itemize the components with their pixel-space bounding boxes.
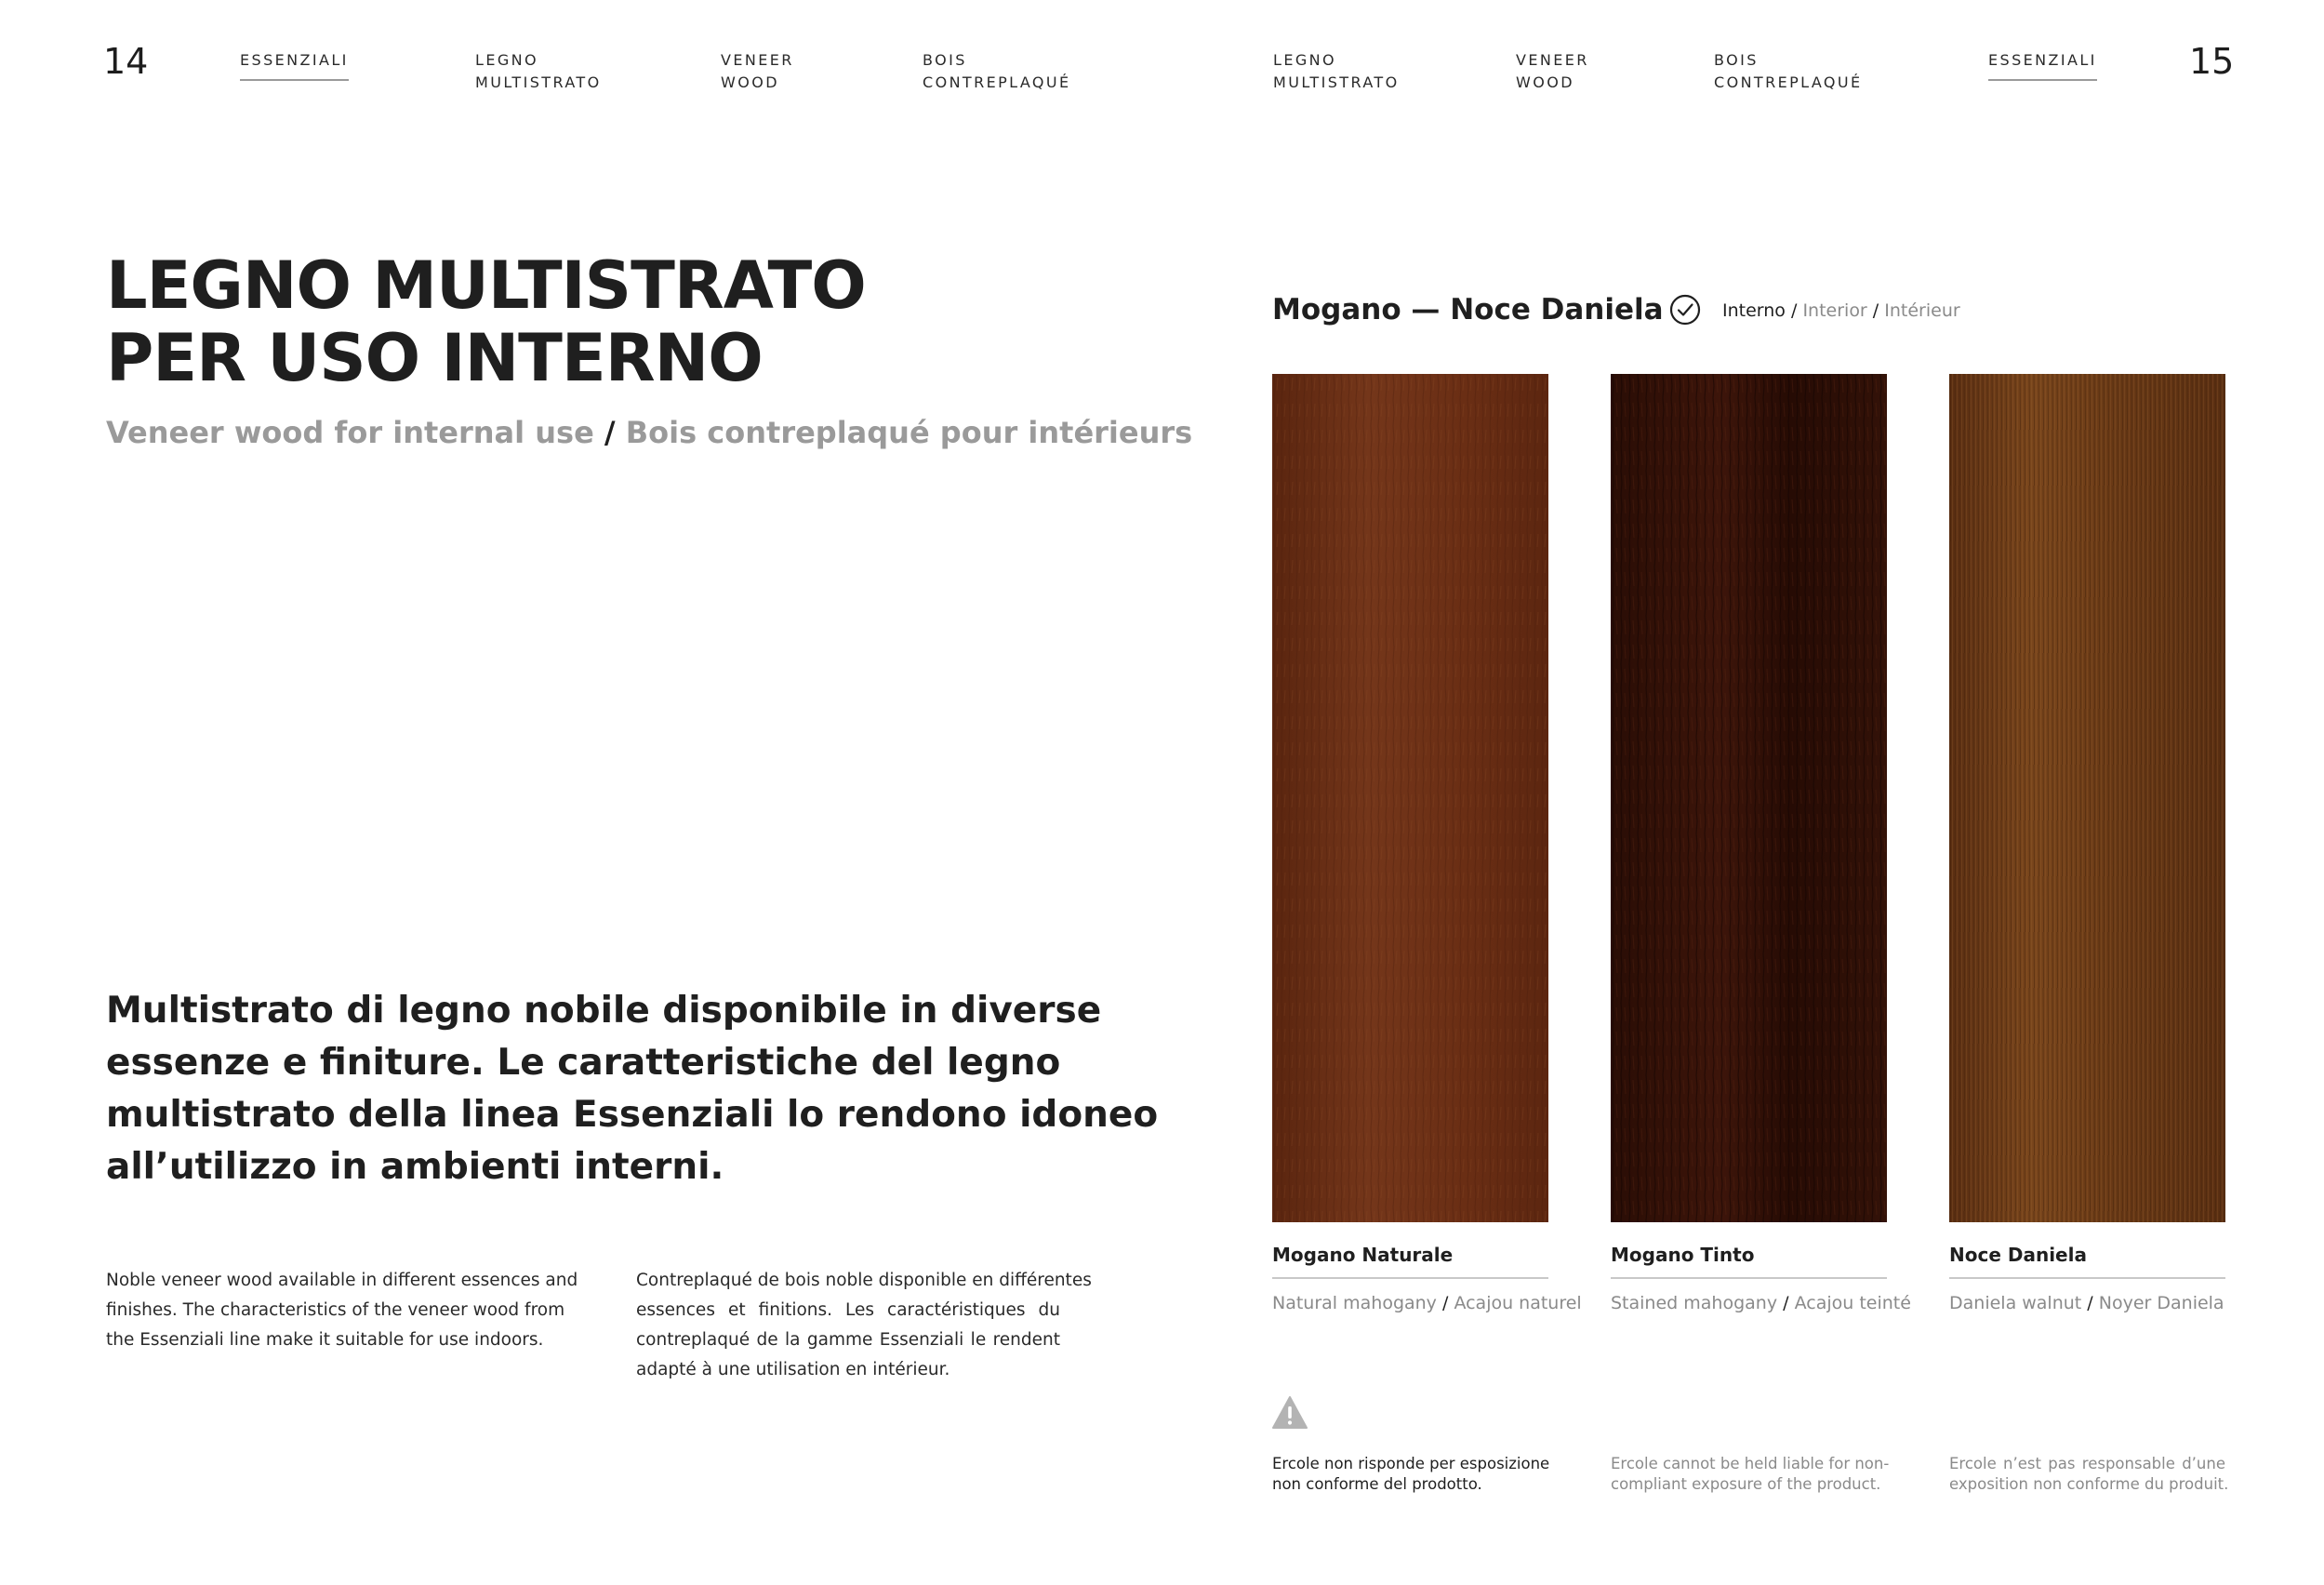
usage-en: Interior — [1802, 300, 1867, 321]
nav-label: VENEER — [721, 51, 794, 69]
swatch-noce-daniela — [1949, 374, 2225, 1222]
nav-bois-contreplaque-left[interactable] — [923, 49, 1071, 94]
paragraph-english — [106, 1266, 578, 1355]
nav-legno-multistrato-left[interactable] — [475, 49, 602, 94]
lead-line: all’utilizzo in ambienti interni. — [106, 1146, 724, 1188]
page-number-right: 15 — [2189, 41, 2235, 82]
paragraph-line: finishes. The characteristics of the veneer wood from — [106, 1300, 565, 1320]
swatch-subtitle — [1272, 1293, 1582, 1313]
title-line: LEGNO MULTISTRATO — [106, 247, 866, 324]
disclaimer-french — [1949, 1454, 2229, 1495]
swatch-sub-en: Daniela walnut — [1949, 1293, 2082, 1313]
swatch-sub-separator: / — [1783, 1293, 1789, 1313]
paragraph-line: contreplaqué de la gamme Essenziali le rendent — [636, 1330, 1060, 1350]
title-line: PER USO INTERNO — [106, 320, 763, 396]
swatch-sub-fr: Acajou teinté — [1794, 1293, 1911, 1313]
nav-veneer-wood-right[interactable] — [1516, 49, 1589, 94]
paragraph-line: Noble veneer wood available in different essences and — [106, 1271, 578, 1290]
check-circle-icon — [1669, 294, 1701, 326]
section-title: Mogano — Noce Daniela — [1272, 293, 1664, 326]
swatch-mogano-tinto — [1611, 374, 1887, 1222]
nav-label: BOIS — [923, 51, 967, 69]
swatch-name: Noce Daniela — [1949, 1244, 2225, 1279]
swatch-name: Mogano Tinto — [1611, 1244, 1887, 1279]
swatch-mogano-naturale — [1272, 374, 1548, 1222]
warning-triangle-icon — [1271, 1395, 1308, 1431]
nav-label: WOOD — [1516, 73, 1574, 91]
usage-it: Interno — [1722, 300, 1786, 321]
disclaimer-line: Ercole cannot be held liable for non- — [1611, 1455, 1890, 1472]
swatch-name: Mogano Naturale — [1272, 1244, 1548, 1279]
usage-fr: Intérieur — [1884, 300, 1960, 321]
nav-label: VENEER — [1516, 51, 1589, 69]
nav-label: MULTISTRATO — [475, 73, 602, 91]
nav-label: ESSENZIALI — [1988, 51, 2097, 69]
disclaimer-line: exposition non conforme du produit. — [1949, 1475, 2229, 1493]
lead-line: essenze e finiture. Le caratteristiche del legno — [106, 1042, 1061, 1084]
swatch-sub-en: Natural mahogany — [1272, 1293, 1437, 1313]
page-number-left: 14 — [103, 41, 149, 82]
disclaimer-line: compliant exposure of the product. — [1611, 1475, 1881, 1493]
paragraph-line: the Essenziali line make it suitable for use indoors. — [106, 1330, 544, 1350]
disclaimer-line: non conforme del prodotto. — [1272, 1475, 1482, 1493]
disclaimer-line: Ercole non risponde per esposizione — [1272, 1455, 1550, 1472]
swatch-subtitle — [1611, 1293, 1911, 1313]
subtitle-en: Veneer wood for internal use — [106, 415, 594, 450]
nav-label: CONTREPLAQUÉ — [923, 73, 1071, 91]
subtitle-fr: Bois contreplaqué pour intérieurs — [625, 415, 1193, 450]
nav-bois-contreplaque-right[interactable] — [1714, 49, 1863, 94]
nav-label: MULTISTRATO — [1273, 73, 1400, 91]
lead-line: multistrato della linea Essenziali lo rendono idoneo — [106, 1094, 1159, 1136]
page-subtitle — [106, 415, 1192, 450]
nav-label: ESSENZIALI — [240, 51, 349, 69]
swatch-sub-en: Stained mahogany — [1611, 1293, 1778, 1313]
wood-texture — [1949, 374, 2225, 1222]
swatch-subtitle — [1949, 1293, 2224, 1313]
paragraph-french — [636, 1266, 1092, 1385]
nav-label: BOIS — [1714, 51, 1759, 69]
usage-separator: / — [1872, 300, 1879, 321]
nav-legno-multistrato-right[interactable] — [1273, 49, 1400, 94]
page-title — [106, 249, 866, 394]
disclaimer-line: Ercole n’est pas responsable d’une — [1949, 1455, 2225, 1472]
subtitle-separator: / — [604, 415, 616, 450]
swatch-sub-separator: / — [1441, 1293, 1449, 1313]
disclaimer-english — [1611, 1454, 1890, 1495]
nav-essenziali-right[interactable] — [1988, 49, 2097, 81]
paragraph-line: essences et finitions. Les caractéristiques du — [636, 1300, 1060, 1320]
usage-label — [1722, 300, 1960, 321]
swatch-sub-separator: / — [2087, 1293, 2093, 1313]
paragraph-line: adapté à une utilisation en intérieur. — [636, 1360, 950, 1379]
nav-label: WOOD — [721, 73, 779, 91]
lead-paragraph — [106, 985, 1159, 1193]
paragraph-line: Contreplaqué de bois noble disponible en différentes — [636, 1271, 1092, 1290]
lead-line: Multistrato di legno nobile disponibile in diverse — [106, 990, 1102, 1032]
nav-label: CONTREPLAQUÉ — [1714, 73, 1863, 91]
nav-veneer-wood-left[interactable] — [721, 49, 794, 94]
nav-essenziali-left[interactable] — [240, 49, 349, 81]
swatch-sub-fr: Noyer Daniela — [2098, 1293, 2224, 1313]
wood-texture — [1272, 374, 1548, 1222]
usage-separator: / — [1790, 300, 1798, 321]
nav-label: LEGNO — [475, 51, 538, 69]
disclaimer-italian — [1272, 1454, 1548, 1495]
wood-texture — [1611, 374, 1887, 1222]
nav-label: LEGNO — [1273, 51, 1336, 69]
swatch-sub-fr: Acajou naturel — [1454, 1293, 1582, 1313]
